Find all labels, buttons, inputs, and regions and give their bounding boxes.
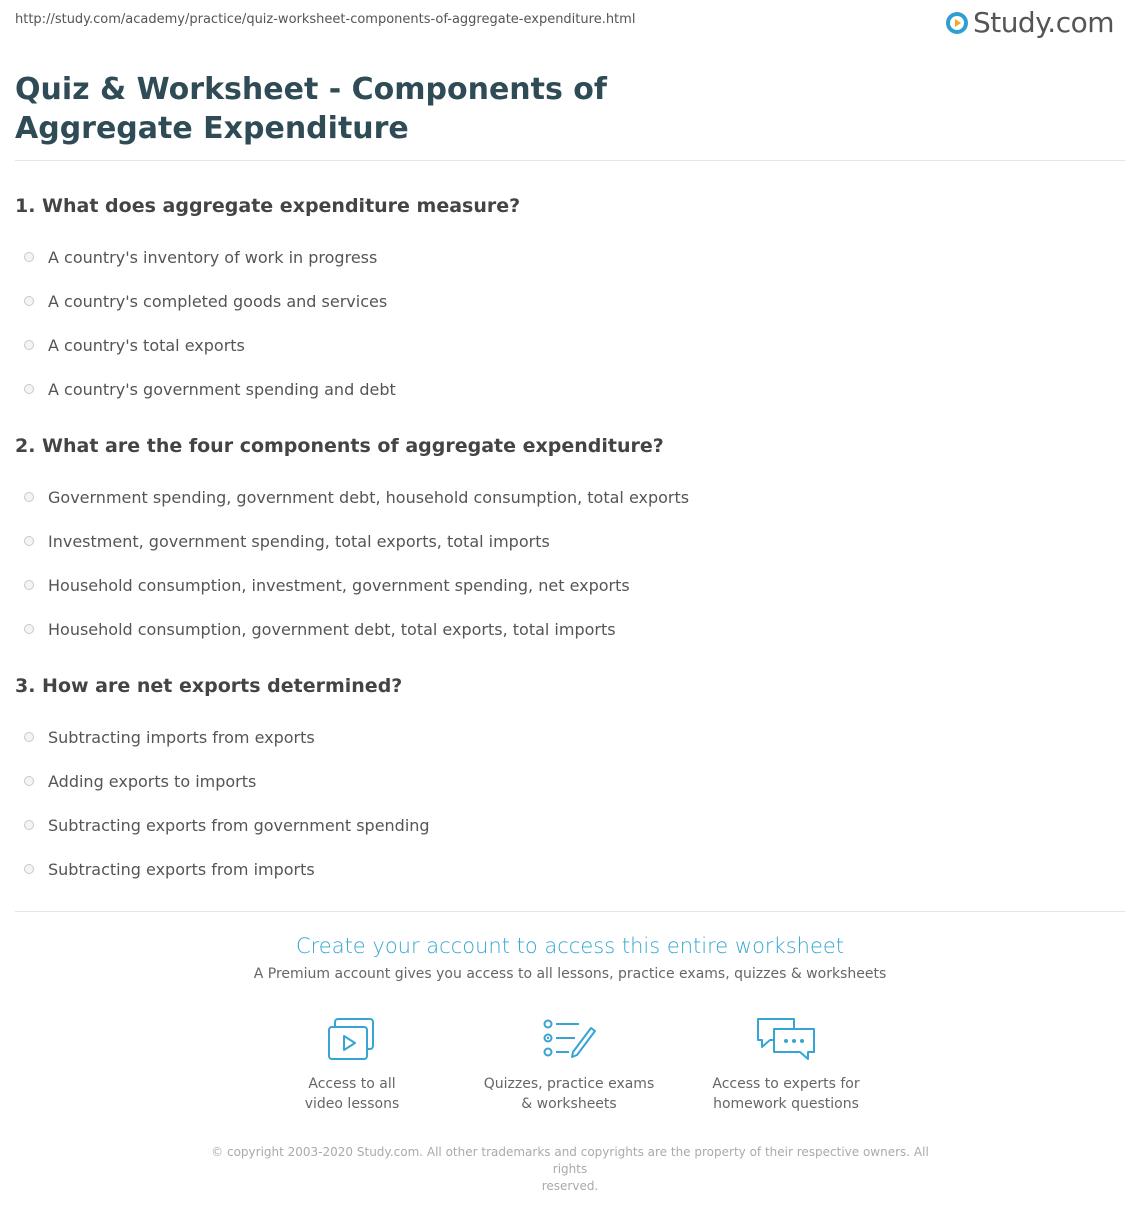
cta-divider	[15, 911, 1125, 912]
page-title: Quiz & Worksheet - Components of Aggregate Expenditure	[15, 72, 607, 146]
option-label: A country's total exports	[48, 335, 245, 355]
option-label: A country's completed goods and services	[48, 291, 388, 311]
copyright-line: reserved.	[541, 1179, 599, 1193]
radio-button[interactable]	[24, 384, 34, 394]
answer-options	[15, 475, 1125, 651]
logo-text: Study.com	[972, 6, 1114, 39]
page-url: http://study.com/academy/practice/quiz-worksheet-components-of-aggregate-expenditure.html	[15, 12, 636, 27]
answer-options	[15, 235, 1125, 411]
title-divider	[15, 160, 1125, 161]
radio-button[interactable]	[24, 732, 34, 742]
option-label: Investment, government spending, total exports, total imports	[48, 531, 550, 551]
question-text: 1. What does aggregate expenditure measure?	[15, 195, 521, 217]
chat-bubbles-icon	[754, 1016, 818, 1062]
feature-caption-line: Access to all	[308, 1076, 396, 1092]
quiz-list-icon	[541, 1016, 597, 1062]
question-1	[15, 193, 1125, 411]
radio-button[interactable]	[24, 820, 34, 830]
cta-heading-link[interactable]: Create your account to access this entire worksheet	[295, 934, 845, 958]
question-2	[15, 433, 1125, 651]
radio-button[interactable]	[24, 624, 34, 634]
radio-button[interactable]	[24, 492, 34, 502]
answer-option[interactable]	[15, 759, 1125, 803]
answer-options	[15, 715, 1125, 891]
option-label: Subtracting imports from exports	[48, 727, 315, 747]
study-logo[interactable]	[945, 6, 1114, 39]
option-label: Household consumption, government debt, total exports, total imports	[48, 619, 616, 639]
feature-caption-line: Quizzes, practice exams	[483, 1076, 655, 1092]
answer-option[interactable]	[15, 323, 1125, 367]
option-label: Household consumption, investment, government spending, net exports	[48, 575, 630, 595]
radio-button[interactable]	[24, 252, 34, 262]
play-logo-icon	[945, 11, 969, 35]
question-text: 3. How are net exports determined?	[15, 675, 403, 697]
copyright-line: © copyright 2003-2020 Study.com. All other trademarks and copyrights are the property of their respective owners. All rights	[211, 1145, 929, 1176]
radio-button[interactable]	[24, 296, 34, 306]
answer-option[interactable]	[15, 367, 1125, 411]
radio-button[interactable]	[24, 340, 34, 350]
feature-video-lessons	[252, 1016, 452, 1114]
answer-option[interactable]	[15, 607, 1125, 651]
signup-cta	[0, 934, 1140, 982]
option-label: A country's inventory of work in progress	[48, 247, 378, 267]
answer-option[interactable]	[15, 563, 1125, 607]
answer-option[interactable]	[15, 475, 1125, 519]
option-label: Subtracting exports from imports	[48, 859, 315, 879]
answer-option[interactable]	[15, 803, 1125, 847]
radio-button[interactable]	[24, 580, 34, 590]
answer-option[interactable]	[15, 715, 1125, 759]
answer-option[interactable]	[15, 235, 1125, 279]
feature-experts	[686, 1016, 886, 1114]
feature-caption-line: video lessons	[304, 1096, 400, 1112]
answer-option[interactable]	[15, 279, 1125, 323]
feature-caption-line: homework questions	[713, 1096, 859, 1112]
feature-caption-line: Access to experts for	[712, 1076, 860, 1092]
option-label: Subtracting exports from government spending	[48, 815, 430, 835]
feature-caption-line: & worksheets	[521, 1096, 617, 1112]
feature-quizzes	[469, 1016, 669, 1114]
cta-subheading: A Premium account gives you access to all lessons, practice exams, quizzes & worksheets	[253, 966, 887, 982]
answer-option[interactable]	[15, 847, 1125, 891]
copyright-notice	[210, 1144, 930, 1195]
option-label: Government spending, government debt, household consumption, total exports	[48, 487, 690, 507]
answer-option[interactable]	[15, 519, 1125, 563]
question-3	[15, 673, 1125, 891]
video-lessons-icon	[326, 1016, 378, 1062]
radio-button[interactable]	[24, 864, 34, 874]
option-label: Adding exports to imports	[48, 771, 257, 791]
radio-button[interactable]	[24, 776, 34, 786]
option-label: A country's government spending and debt	[48, 379, 396, 399]
question-text: 2. What are the four components of aggregate expenditure?	[15, 435, 664, 457]
radio-button[interactable]	[24, 536, 34, 546]
